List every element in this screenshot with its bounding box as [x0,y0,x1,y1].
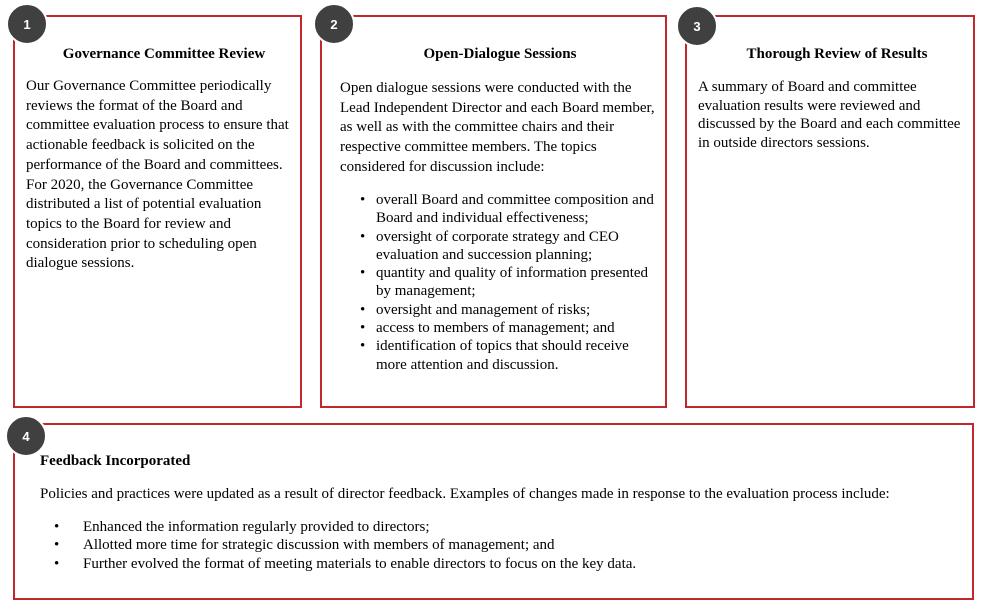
list-item: • Enhanced the information regularly provided to directors; [40,518,960,536]
step-number-badge: 1 [6,3,48,45]
panel-body-text: A summary of Board and committee evaluation results were reviewed and discussed by the Board and each committee in outside directors sessions. [698,79,961,151]
changes-made-list [40,518,960,573]
step-number-badge: 3 [676,5,718,47]
discussion-topics-list [360,191,656,374]
list-item: • quantity and quality of information presented by management; [360,264,656,301]
panel-body-text: Open dialogue sessions were conducted with the Lead Independent Director and each Board member, as well as with the committee chairs and their respective committee members. The topics considered for discussion include: [340,80,655,175]
panel-title: Open-Dialogue Sessions [423,46,577,62]
panel-thorough-review-of-results [685,15,975,408]
list-item: • access to members of management; and [360,319,656,337]
panel-title: Feedback Incorporated [40,453,191,469]
list-item: • oversight of corporate strategy and CEO evaluation and succession planning; [360,228,656,265]
panel-body-text: Our Governance Committee periodically reviews the format of the Board and committee evaluation process to ensure that actionable feedback is solicited on the performance of the Board and committees. For 2020, the Governance Committee distributed a list of potential evaluation topics to the Board for review and consideration prior to scheduling open dialogue sessions. [26,78,289,272]
list-item: • Further evolved the format of meeting materials to enable directors to focus on the key data. [40,555,960,573]
list-item: • Allotted more time for strategic discussion with members of management; and [40,536,960,554]
step-number-badge: 2 [313,3,355,45]
step-number-badge: 4 [5,415,47,457]
panel-title: Thorough Review of Results [746,46,928,62]
panel-body-text: Policies and practices were updated as a result of director feedback. Examples of changes made in response to the evaluation process include: [40,486,890,502]
list-item: • overall Board and committee composition and Board and individual effectiveness; [360,191,656,228]
panel-title: Governance Committee Review [62,46,266,62]
panel-feedback-incorporated [13,423,974,600]
list-item: • oversight and management of risks; [360,301,656,319]
list-item: • identification of topics that should receive more attention and discussion. [360,337,656,374]
